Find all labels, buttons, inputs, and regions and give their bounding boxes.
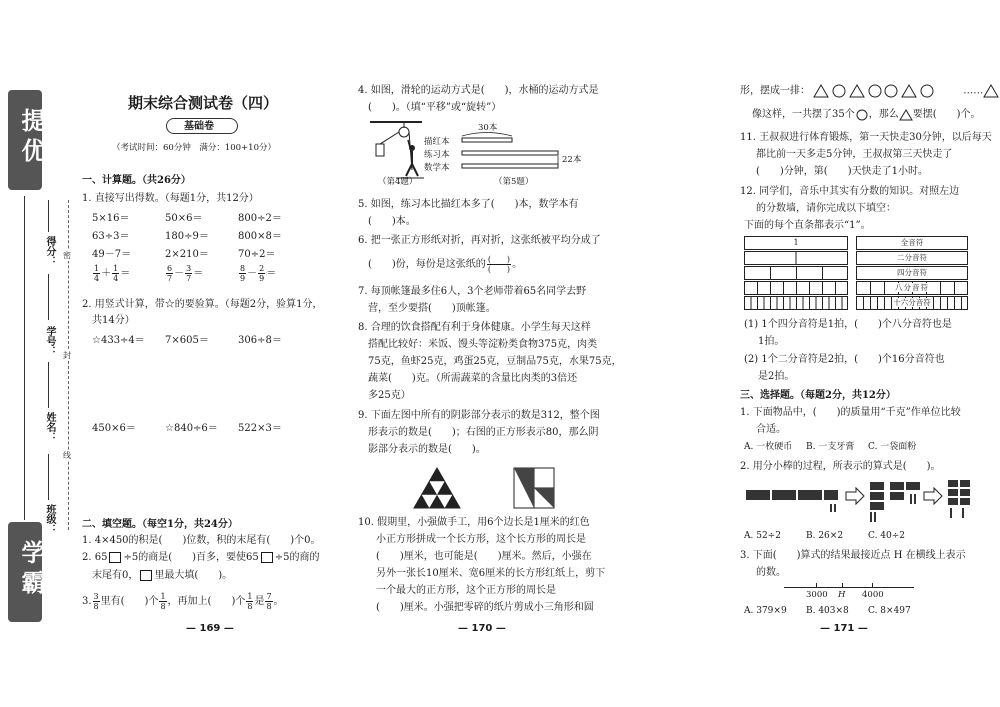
numline-label-4000: 4000 — [862, 590, 884, 600]
shape-sequence — [813, 84, 963, 98]
numline-label-h: H — [838, 590, 846, 600]
field-number-line[interactable] — [48, 274, 49, 320]
q2-r1c3: 306÷8＝ — [238, 335, 282, 346]
q1-r3c3: 70÷2＝ — [238, 249, 276, 260]
fill-q3: 3. $\frac{3}{8}$ 里有( )个 $\frac{1}{8}$ ，再加上( )个 $\frac{1}{8}$ 是 $\frac{7}{8}$ 。 — [82, 592, 284, 611]
bar-label-shu: 数学本 — [424, 163, 450, 173]
q9-line3: 影部分表示的数是( )。 — [368, 444, 486, 455]
wall-row-3 — [744, 266, 848, 280]
q11-line2: 都比前一天多走5分钟，王叔叔第三天快走了 — [756, 149, 953, 160]
bar-label-22: 22本 — [562, 155, 582, 165]
seal-char-feng: 封 — [63, 351, 71, 360]
note-row-quarter: 四分音符 — [856, 266, 968, 280]
circle-icon — [855, 109, 869, 121]
figure-4-caption: （第4题） — [378, 177, 418, 187]
wall-row-2 — [744, 251, 848, 265]
pulley-figure — [366, 118, 426, 180]
fraction-wall — [744, 236, 848, 312]
fraction: $\frac{1}{4}$ — [113, 264, 119, 283]
fraction: $\frac{6}{7}$ — [167, 264, 173, 283]
fraction: $\frac{1}{8}$ — [160, 592, 166, 611]
seal-char-xian: 线 — [63, 451, 71, 460]
q7-line2: 营，至少要搭( )顶帐篷。 — [368, 303, 496, 314]
q8-line5: 多25克） — [368, 390, 411, 401]
q6-line2: ( )份，每份是这张纸的 $\frac{( )}{( )}$ 。 — [368, 255, 523, 274]
triangle-icon — [899, 109, 913, 121]
q8-line2: 搭配比较好：米饭、馒头等淀粉类食物375克，肉类 — [368, 339, 598, 350]
fill-q2-line2: 末尾有0， 里最大填( )。 — [92, 570, 233, 581]
field-class-line[interactable] — [48, 454, 49, 500]
stick-bundles-figure — [744, 478, 972, 524]
page-number-170: — 170 — — [458, 623, 506, 634]
q10-line6: ( )厘米。小强把零碎的纸片剪成小三角形和圆 — [376, 602, 594, 613]
q1-r2c2: 180÷9＝ — [165, 231, 209, 242]
triangle-icon — [983, 84, 999, 98]
field-score-line[interactable] — [48, 200, 49, 232]
bottom-badge-text: 学霸 — [17, 540, 46, 600]
figure-5-caption: （第5题） — [494, 177, 534, 187]
q1-r2c3: 800×8＝ — [238, 231, 282, 242]
q12-sub1-line1: (1) 1个四分音符是1拍，( )个八分音符也是 — [744, 319, 952, 330]
q1-r1c3: 800÷2＝ — [238, 213, 282, 224]
note-row-half: 二分音符 — [856, 251, 968, 265]
q11-line3: ( )分钟，第( )天快走了1小时。 — [756, 166, 928, 177]
note-row-eighth: 八分音符 — [856, 281, 968, 295]
q10-line3: ( )厘米，也可能是( )厘米。然后，小强在 — [376, 551, 592, 562]
choice-q3-option-b[interactable]: B. 403×8 — [806, 606, 849, 616]
fraction: $\frac{7}{8}$ — [266, 592, 272, 611]
tick-3000 — [816, 583, 817, 588]
number-line — [784, 587, 914, 588]
q12-sub2-line1: (2) 1个二分音符是2拍，( )个16分音符也 — [744, 354, 945, 365]
q1-r4c1: $\frac{1}{4}$ ＋ $\frac{1}{4}$ ＝ — [94, 264, 131, 283]
q12-line3: 下面的每个直条都表示“1”。 — [744, 220, 871, 231]
field-name-line[interactable] — [48, 362, 49, 408]
q1-r3c1: 49－7＝ — [92, 249, 132, 260]
choice-q3-option-c[interactable]: C. 8×497 — [868, 606, 911, 616]
q1-r2c1: 63÷3＝ — [92, 231, 130, 242]
choice-q3-option-a[interactable]: A. 379×9 — [744, 606, 787, 616]
q12-sub2-line2: 是2拍。 — [758, 371, 795, 382]
choice-q1-option-a[interactable]: A. 一枚硬币 — [744, 442, 793, 452]
choice-q2-option-c[interactable]: C. 40÷2 — [868, 531, 906, 541]
q2-r2c3: 522×3＝ — [238, 423, 282, 434]
fraction: $\frac{2}{9}$ — [259, 264, 265, 283]
shape-row-line1: 形，摆成一排： …… — [740, 84, 1000, 98]
q2-r2c1: 450×6＝ — [92, 423, 136, 434]
field-number: 学号： — [44, 326, 55, 356]
q7-line1: 7. 每顶帐篷最多住6人，3个老师带着65名同学去野 — [358, 286, 587, 297]
field-class: 班级： — [44, 504, 55, 534]
choice-q2-option-a[interactable]: A. 52÷2 — [744, 531, 781, 541]
q12-sub1-line2: 1拍。 — [758, 336, 785, 347]
q1-r1c1: 5×16＝ — [92, 213, 130, 224]
note-wall — [856, 236, 968, 312]
q10-line2: 小正方形拼成一个长方形，这个长方形的周长是 — [376, 534, 586, 545]
tick-h — [842, 583, 843, 588]
bar-label-miao: 描红本 — [424, 137, 450, 147]
subtitle: 基础卷 — [184, 121, 214, 132]
choice-q1-option-c[interactable]: C. 一袋面粉 — [868, 442, 917, 452]
fill-q2-line1: 2. 65 ÷5的商是( )百多，要使65 ÷5的商的 — [82, 552, 320, 563]
fraction: $\frac{1}{4}$ — [94, 264, 100, 283]
sidebar-divider — [24, 196, 25, 520]
q2-r2c2: ☆840÷6＝ — [165, 423, 218, 434]
top-badge-text: 提优 — [17, 108, 46, 168]
q4-line2: ( )。（填“平移”或“旋转”） — [368, 102, 502, 113]
q1-r4c2: $\frac{6}{7}$ － $\frac{3}{7}$ ＝ — [167, 264, 204, 283]
q2-r1c2: 7×605＝ — [165, 335, 209, 346]
q8-line3: 75克，鱼虾25克，鸡蛋25克，豆制品75克，水果75克， — [368, 356, 622, 367]
q8-line1: 8. 合理的饮食搭配有利于身体健康。小学生每天这样 — [358, 322, 591, 333]
section-1-heading: 一、计算题。（共26分） — [82, 175, 191, 186]
bar-label-lian: 练习本 — [424, 150, 450, 160]
wall-row-4 — [744, 281, 848, 295]
page-title: 期末综合测试卷（四） — [128, 94, 279, 112]
q12-line2: 的分数墙，请你完成以下填空： — [756, 203, 896, 214]
q10-line5: 一个最大的正方形，这个正方形的周长是 — [376, 585, 556, 596]
choice-q3-line1: 3. 下面( )算式的结果最接近点 H 在横线上表示 — [740, 550, 966, 561]
fill-q1: 1. 4×450的积是( )位数，积的末尾有( )个0。 — [82, 535, 321, 546]
note-row-whole: 全音符 — [856, 236, 968, 250]
blank-box[interactable] — [140, 570, 152, 581]
section-3-heading: 三、选择题。（每题2分，共12分） — [740, 390, 896, 401]
q2-r1c1: ☆433÷4＝ — [92, 335, 145, 346]
blank-box[interactable] — [261, 552, 273, 563]
note-row-sixteenth: 十六分音符 — [856, 296, 968, 310]
choice-q1-line1: 1. 下面物品中，( )的质量用“千克”作单位比较 — [740, 407, 961, 418]
q9-line2: 形表示的数是( )；右图的正方形表示80，那么阴 — [368, 427, 599, 438]
wall-row-1: 1 — [744, 236, 848, 250]
q2-prompt-2: 共14分） — [92, 315, 135, 326]
bar-label-30: 30本 — [478, 123, 498, 133]
q5-line2: ( )本。 — [368, 216, 416, 227]
page-number-169: — 169 — — [186, 623, 234, 634]
fraction: $\frac{8}{9}$ — [240, 264, 246, 283]
q1-prompt: 1. 直接写出得数。（每题1分，共12分） — [82, 193, 259, 204]
q11-line1: 11. 王叔叔进行体育锻炼，第一天快走30分钟，以后每天 — [740, 132, 992, 143]
fraction-blank[interactable]: $\frac{( )}{( )}$ — [487, 255, 511, 274]
bar-figure — [460, 128, 570, 172]
choice-q2-option-b[interactable]: B. 26×2 — [806, 531, 844, 541]
shape-row-line2: 像这样，一共摆了35个 ，那么 要摆( )个。 — [752, 109, 981, 120]
q4-line1: 4. 如图，滑轮的运动方式是( )，水桶的运动方式是 — [358, 85, 599, 96]
q5-line1: 5. 如图，练习本比描红本多了( )本，数学本有 — [358, 199, 579, 210]
q1-r4c3: $\frac{8}{9}$ － $\frac{2}{9}$ ＝ — [240, 264, 277, 283]
q10-line1: 10. 假期里，小强做手工，用6个边长是1厘米的红色 — [358, 517, 590, 528]
field-score: 得分： — [44, 236, 55, 266]
seal-char-mi: 密 — [63, 251, 71, 260]
q9-line1: 9. 下面左图中所有的阴影部分表示的数是312，整个图 — [358, 410, 600, 421]
wall-row-5 — [744, 296, 848, 310]
choice-q1-option-b[interactable]: B. 一支牙膏 — [806, 442, 855, 452]
q8-line4: 蔬菜( )克。（所需蔬菜的含量比肉类的3倍还 — [368, 373, 578, 384]
choice-q3-line2: 的数。 — [756, 567, 786, 578]
fraction: $\frac{1}{8}$ — [247, 592, 253, 611]
page-number-171: — 171 — — [820, 623, 868, 634]
fraction: $\frac{3}{8}$ — [93, 592, 99, 611]
square-figure — [512, 466, 556, 510]
bottom-badge — [8, 522, 46, 622]
top-badge — [8, 90, 46, 190]
tick-4000 — [872, 583, 873, 588]
fraction: $\frac{3}{7}$ — [186, 264, 192, 283]
blank-box[interactable] — [109, 552, 121, 563]
q2-prompt-1: 2. 用竖式计算，带☆的要验算。（每题2分，验算1分， — [82, 299, 323, 310]
choice-q2: 2. 用分小棒的过程，所表示的算式是( )。 — [740, 461, 941, 472]
exam-info: （考试时间：60分钟 满分：100+10分） — [112, 143, 276, 153]
numline-label-3000: 3000 — [806, 590, 828, 600]
q12-line1: 12. 同学们，音乐中其实有分数的知识。对照左边 — [740, 186, 960, 197]
q1-r1c2: 50×6＝ — [165, 213, 203, 224]
triangle-figure — [412, 466, 462, 510]
q1-r3c2: 2×210＝ — [165, 249, 209, 260]
q10-line4: 另外一张长10厘米、宽6厘米的长方形红纸上，剪下 — [376, 568, 606, 579]
section-2-heading: 二、填空题。（每空1分，共24分） — [82, 519, 238, 530]
field-name: 姓名： — [44, 412, 55, 442]
choice-q1-line2: 合适。 — [756, 424, 786, 435]
binding-sidebar — [0, 0, 78, 707]
q6-line1: 6. 把一张正方形纸对折，再对折，这张纸被平均分成了 — [358, 235, 601, 246]
